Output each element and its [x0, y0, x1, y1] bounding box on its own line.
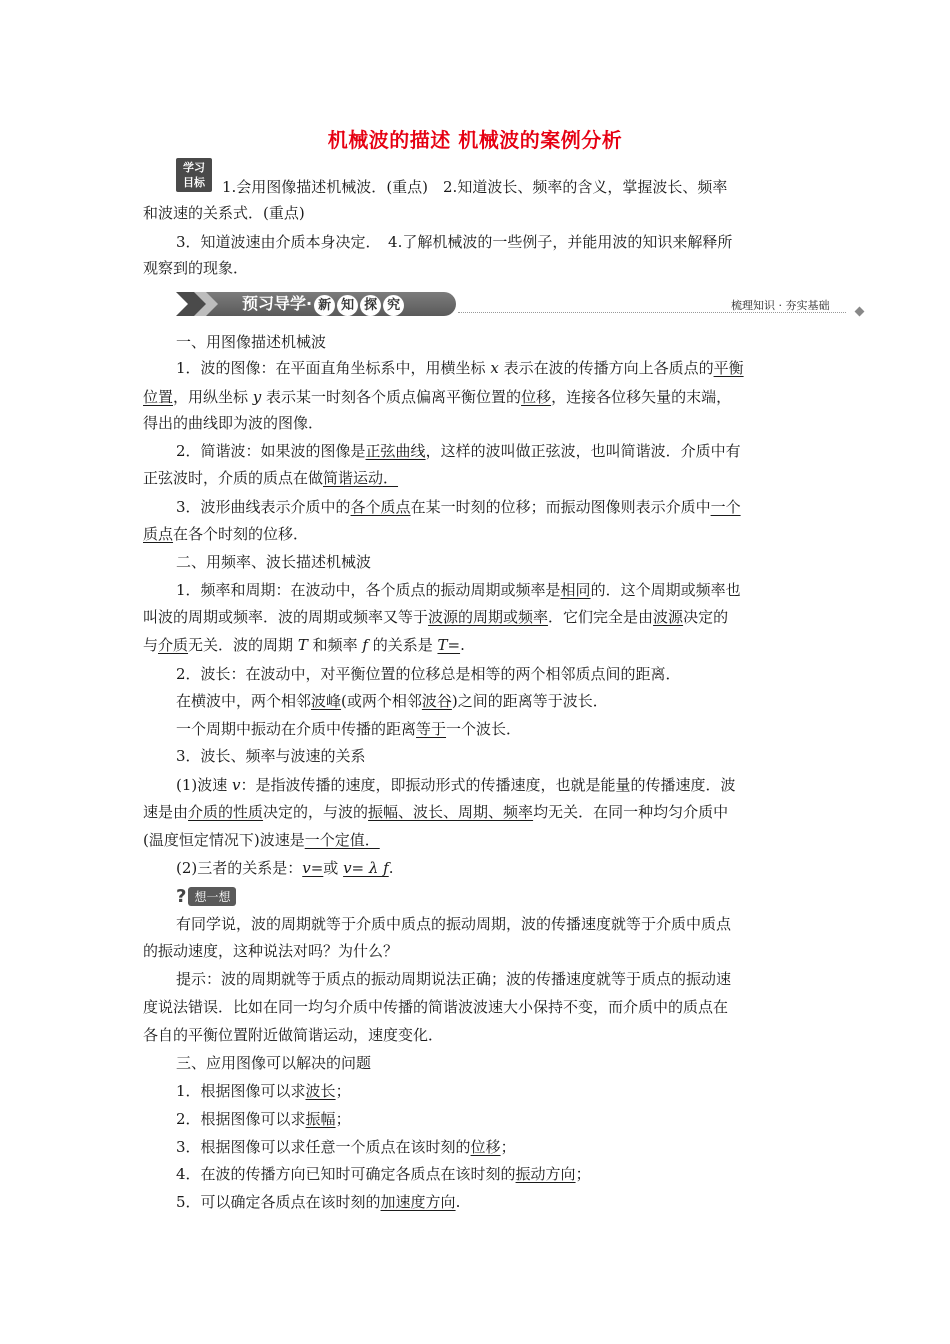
s2-p6-line1 — [176, 772, 808, 798]
s1-p3-line2 — [143, 521, 808, 547]
think-question-line1: 有同学说，波的周期就等于介质中质点的振动周期，波的传播速度就等于介质中质点 — [176, 915, 732, 933]
text-run: 一个周期中振动在介质中传播的距离 — [176, 720, 417, 738]
s2-p7 — [176, 855, 808, 881]
double-chevron-icon — [176, 292, 236, 316]
underlined-answer: 位移 — [470, 1138, 501, 1156]
text-run: 1．波的图像：在平面直角坐标系中，用横坐标 — [176, 359, 491, 377]
diamond-icon — [855, 307, 865, 317]
text-run: ，连接各位移矢量的末端， — [551, 388, 732, 406]
text-run: 叫波的周期或频率．波的周期或频率又等于 — [143, 608, 429, 626]
s1-p2-line1 — [176, 438, 808, 464]
think-answer-line3: 各自的平衡位置附近做简谐运动，速度变化． — [143, 1026, 444, 1044]
underlined-answer: 一个 — [710, 498, 741, 516]
text-run: 表示某一时刻各个质点偏离平衡位置的 — [261, 388, 522, 406]
underlined-answer: 位置 — [143, 388, 174, 406]
s3-heading: 三、应用图像可以解决的问题 — [176, 1054, 372, 1072]
circle-char-4: 究 — [383, 295, 404, 316]
text-run: 3．根据图像可以求任意一个质点在该时刻的 — [176, 1138, 471, 1156]
think-answer-line2: 度说法错误．比如在同一均匀介质中传播的简谐波波速大小保持不变，而介质中的质点在 — [143, 998, 729, 1016]
text-run: 和频率 — [307, 636, 363, 654]
text-run: ：是指波传播的速度，即振动形式的传播速度，也就是能量的传播速度．波 — [240, 776, 736, 794]
text-run: y — [252, 388, 262, 406]
goal-line-1: 1.会用图像描述机械波．(重点) 2.知道波长、频率的含义，掌握波长、频率 — [222, 178, 728, 196]
text-run: f — [362, 636, 368, 654]
s2-p6-line3 — [143, 827, 808, 853]
text-run: 一个波长． — [446, 720, 522, 738]
underlined-answer: 振幅 — [305, 1110, 336, 1128]
text-run: 5．可以确定各质点在该时刻的 — [176, 1193, 381, 1211]
text-run: . — [455, 1193, 461, 1211]
text-run: 无关．波的周期 — [188, 636, 298, 654]
underlined-answer: 波峰 — [311, 692, 342, 710]
underlined-answer: 质点 — [143, 525, 174, 543]
underlined-answer: 加速度方向 — [380, 1193, 456, 1211]
circle-char-1: 新 — [314, 295, 335, 316]
goal-line-3: 3．知道波速由介质本身决定． 4.了解机械波的一些例子，并能用波的知识来解释所 — [176, 233, 733, 251]
text-run: 或 — [323, 859, 344, 877]
text-run: 决定的，与波的 — [263, 803, 369, 821]
underlined-answer: 正弦曲线 — [365, 442, 426, 460]
underlined-answer: 波谷 — [421, 692, 452, 710]
section-label-text: 预习导学 — [242, 294, 307, 313]
s3-item-4 — [176, 1161, 808, 1187]
section-label-dot: · — [306, 294, 313, 313]
text-run: 的关系是 — [367, 636, 438, 654]
text-run: (或两个相邻 — [341, 692, 422, 710]
underlined-answer: 简谐运动． — [323, 469, 399, 487]
text-run: v — [232, 776, 241, 794]
text-run: ； — [335, 1082, 351, 1100]
underlined-answer: 一个定值． — [304, 831, 380, 849]
section-banner — [176, 292, 830, 316]
underlined-answer: 波源 — [653, 608, 684, 626]
s3-item-3 — [176, 1134, 808, 1160]
text-run: 3．波形曲线表示介质中的 — [176, 498, 351, 516]
text-run: 与 — [143, 636, 159, 654]
text-run: 正弦波时，介质的质点在做 — [143, 469, 324, 487]
s1-p1-line3: 得出的曲线即为波的图像． — [143, 414, 324, 432]
s3-item-5 — [176, 1189, 808, 1215]
s1-p1-line1 — [176, 355, 808, 381]
text-run: . — [460, 636, 465, 654]
think-question-line2: 的振动速度，这种说法对吗？为什么？ — [143, 942, 399, 960]
text-run: ； — [335, 1110, 351, 1128]
section-right-label: 梳理知识 · 夯实基础 — [731, 299, 830, 312]
underlined-answer: 等于 — [416, 720, 447, 738]
s2-p3 — [176, 688, 808, 714]
s3-item-1 — [176, 1078, 808, 1104]
s2-p1-line1 — [176, 577, 808, 603]
page-title: 机械波的描述 机械波的案例分析 — [327, 128, 623, 152]
question-icon: ? — [176, 886, 187, 907]
text-run: 1．根据图像可以求 — [176, 1082, 306, 1100]
underlined-answer: 位移 — [521, 388, 552, 406]
text-run: ，用纵坐标 — [173, 388, 253, 406]
s2-p1-line3 — [143, 632, 808, 658]
text-run: ．它们完全是由 — [548, 608, 654, 626]
text-run: T — [297, 636, 308, 654]
text-run: 在横波中，两个相邻 — [176, 692, 312, 710]
text-run: 在各个时刻的位移． — [173, 525, 309, 543]
underlined-answer: 波源的周期或频率 — [428, 608, 549, 626]
goal-line-4: 观察到的现象． — [143, 259, 249, 277]
text-run: 2．根据图像可以求 — [176, 1110, 306, 1128]
text-run: 4．在波的传播方向已知时可确定各质点在该时刻的 — [176, 1165, 516, 1183]
underlined-answer: 波长 — [305, 1082, 336, 1100]
underlined-answer: 介质的性质 — [188, 803, 264, 821]
think-answer-line1: 提示：波的周期就等于质点的振动周期说法正确；波的传播速度就等于质点的振动速 — [176, 970, 732, 988]
text-run: ； — [575, 1165, 591, 1183]
text-run: 表示在波的传播方向上各质点的 — [498, 359, 714, 377]
s2-p4 — [176, 716, 808, 742]
underlined-answer: v= λ f — [343, 859, 389, 877]
text-run: )之间的距离等于波长． — [451, 692, 608, 710]
underlined-answer: 各个质点 — [350, 498, 411, 516]
text-run: (1)波速 — [176, 776, 233, 794]
underlined-answer: T= — [437, 636, 461, 654]
s2-p1-line2 — [143, 604, 808, 630]
text-run: 速是由 — [143, 803, 189, 821]
text-run: (温度恒定情况下)波速是 — [143, 831, 305, 849]
goal-line-2: 和波速的关系式．(重点) — [143, 204, 305, 222]
circle-char-3: 探 — [360, 295, 381, 316]
text-run: 均无关．在同一种均匀介质中 — [533, 803, 729, 821]
s2-p2: 2．波长：在波动中，对平衡位置的位移总是相等的两个相邻质点间的距离． — [176, 665, 681, 683]
goal-badge-line2: 目标 — [183, 176, 205, 189]
text-run: 决定的 — [683, 608, 729, 626]
goal-badge-line1: 学习 — [183, 161, 205, 174]
text-run: 在某一时刻的位移；而振动图像则表示介质中 — [410, 498, 711, 516]
think-tag: 想一想 — [188, 887, 236, 906]
text-run: ，这样的波叫做正弦波，也叫简谐波．介质中有 — [425, 442, 741, 460]
s1-p3-line1 — [176, 494, 808, 520]
s2-p6-line2 — [143, 799, 808, 825]
underlined-answer: 相同 — [560, 581, 591, 599]
text-run: 1．频率和周期：在波动中，各个质点的振动周期或频率是 — [176, 581, 561, 599]
s2-p5: 3．波长、频率与波速的关系 — [176, 747, 366, 765]
underlined-answer: 振动方向 — [515, 1165, 576, 1183]
s2-heading: 二、用频率、波长描述机械波 — [176, 553, 372, 571]
underlined-answer: v= — [302, 859, 324, 877]
learning-goal-badge — [176, 158, 212, 192]
underlined-answer: 平衡 — [713, 359, 744, 377]
section-banner-label — [242, 293, 404, 316]
s3-item-2 — [176, 1106, 808, 1132]
underlined-answer: 振幅、波长、周期、频率 — [368, 803, 534, 821]
circle-char-2: 知 — [337, 295, 358, 316]
text-run: ； — [500, 1138, 516, 1156]
s1-heading: 一、用图像描述机械波 — [176, 333, 327, 351]
s1-p1-line2 — [143, 384, 808, 410]
text-run: 2．简谐波：如果波的图像是 — [176, 442, 366, 460]
text-run: x — [490, 359, 499, 377]
think-box-header — [176, 886, 236, 906]
text-run: (2)三者的关系是： — [176, 859, 303, 877]
underlined-answer: 介质 — [158, 636, 189, 654]
s1-p2-line2 — [143, 465, 808, 491]
text-run: . — [388, 859, 394, 877]
text-run: 的．这个周期或频率也 — [590, 581, 741, 599]
